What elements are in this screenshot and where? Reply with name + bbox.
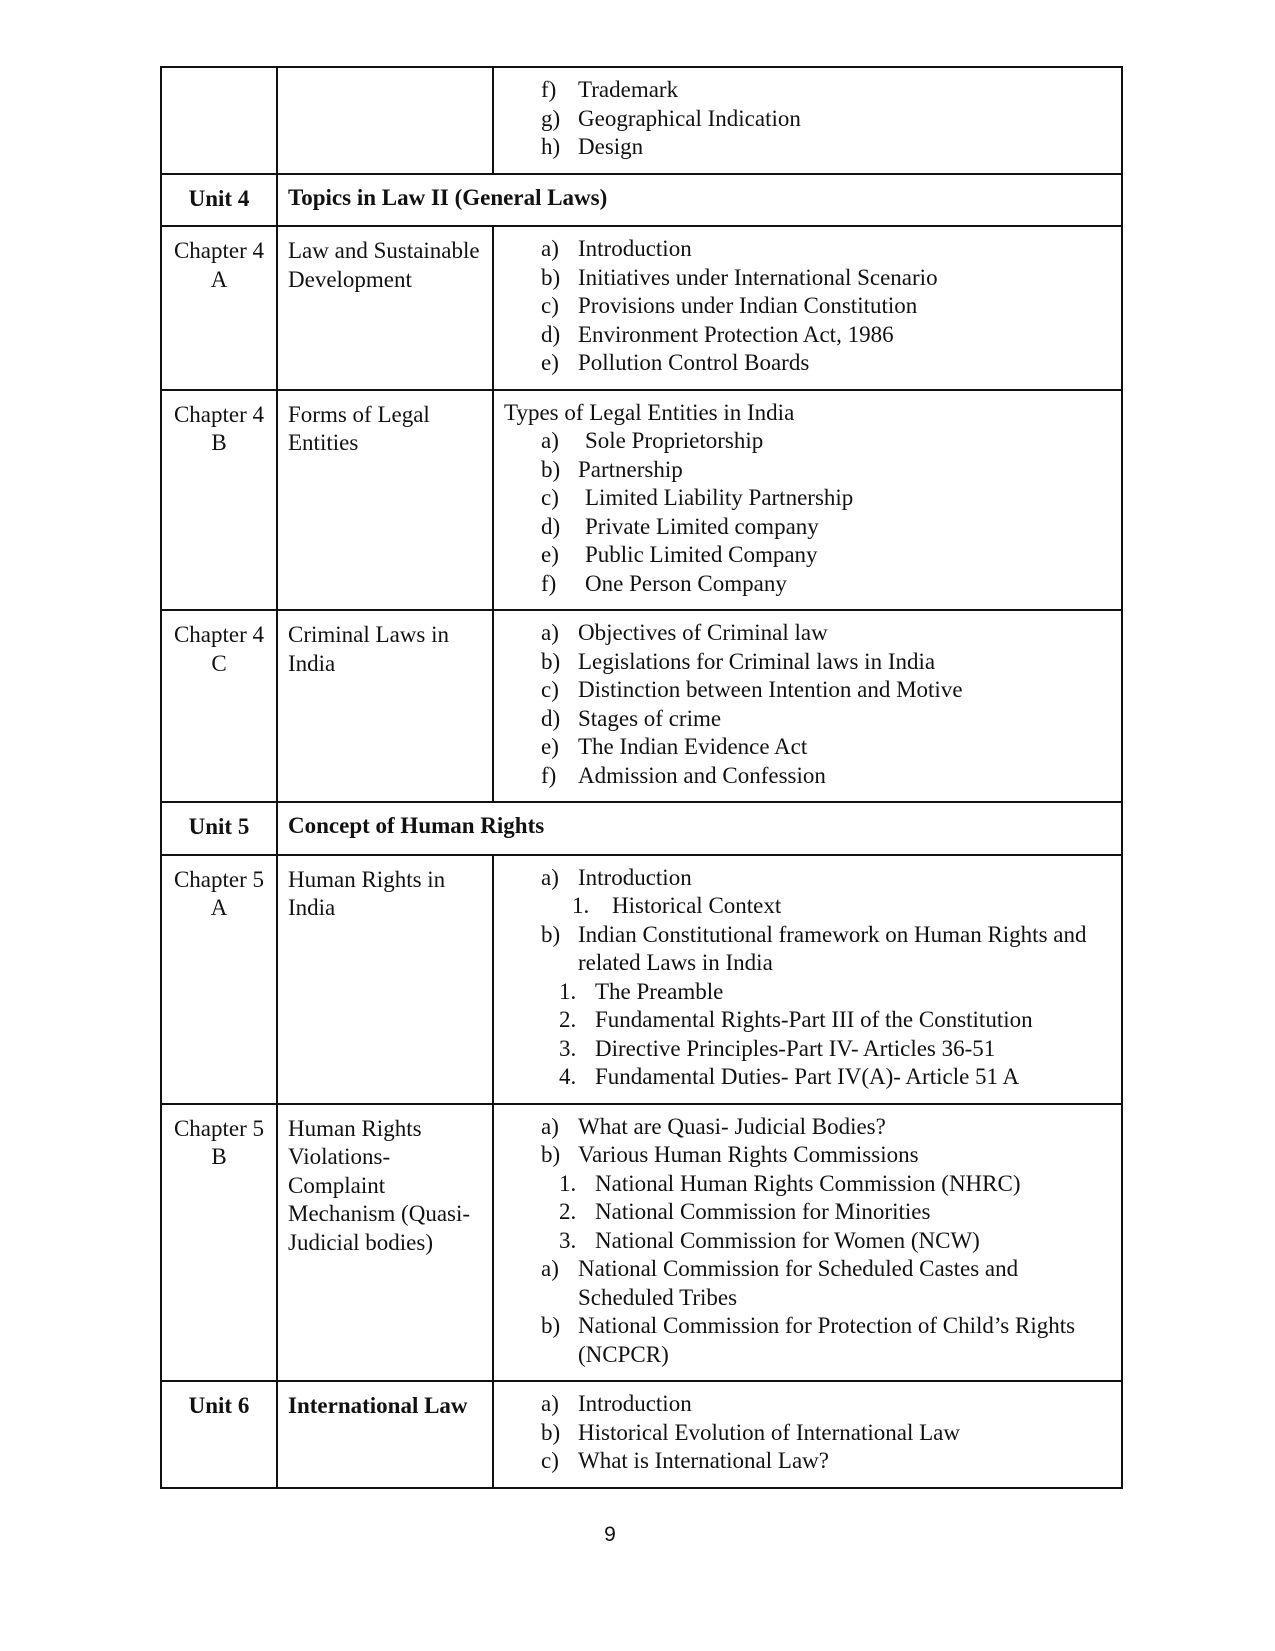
list-item: b) Partnership	[541, 456, 683, 482]
list-item: a) Introduction	[541, 864, 692, 890]
chapter-topic: Forms of Legal Entities	[277, 390, 493, 611]
list-item: d) Private Limited company	[541, 513, 819, 539]
unit-title: Concept of Human Rights	[277, 802, 1122, 855]
list-item: e) Pollution Control Boards	[541, 350, 810, 375]
list-item: b) Various Human Rights Commissions	[541, 1142, 919, 1167]
sub-list-item: 3. National Commission for Women (NCW)	[559, 1227, 980, 1253]
list-item: g) Geographical Indication	[541, 105, 801, 131]
table-row	[161, 855, 1122, 1104]
list-item: d) Stages of crime	[541, 705, 722, 731]
list-item: a) Introduction	[541, 236, 692, 261]
unit-title: Topics in Law II (General Laws)	[277, 174, 1122, 227]
sub-list-item: 2. National Commission for Minorities	[559, 1199, 931, 1224]
list-item: a) Introduction	[541, 1391, 692, 1416]
unit-row	[161, 174, 1122, 227]
list-item: b) Indian Constitutional framework on Human Rights and related Laws in India	[541, 921, 1087, 975]
syllabus-table	[160, 66, 1123, 1489]
sub-list-item: 1. National Human Rights Commission (NHRC)	[559, 1170, 1021, 1196]
list-item: a) Objectives of Criminal law	[541, 620, 828, 645]
list-item: b) Legislations for Criminal laws in India	[541, 648, 936, 674]
list-item: a) What are Quasi- Judicial Bodies?	[541, 1113, 886, 1139]
table-row	[161, 67, 1122, 174]
unit-row	[161, 1381, 1122, 1488]
chapter-label: Chapter 4 A	[161, 226, 277, 390]
list-item: c) Distinction between Intention and Motive	[541, 677, 963, 702]
table-row	[161, 610, 1122, 802]
unit-label: Unit 5	[161, 802, 277, 855]
list-item: c) Provisions under Indian Constitution	[541, 293, 918, 318]
list-item: e) The Indian Evidence Act	[541, 734, 808, 759]
list-item: b) National Commission for Protection of Child’s Rights (NCPCR)	[541, 1313, 1076, 1367]
list-item: e) Public Limited Company	[541, 542, 818, 567]
table-row	[161, 226, 1122, 390]
sub-list-item: 2. Fundamental Rights-Part III of the Constitution	[559, 1007, 1033, 1032]
chapter-label: Chapter 5 A	[161, 855, 277, 1104]
unit-title: International Law	[277, 1381, 493, 1488]
list-item: b) Initiatives under International Scenario	[541, 264, 938, 290]
page-number: 9	[604, 1523, 616, 1546]
chapter-topic: Law and Sustainable Development	[277, 226, 493, 390]
list-item: c) What is International Law?	[541, 1448, 829, 1473]
table-row	[161, 390, 1122, 611]
list-item: b) Historical Evolution of International Law	[541, 1419, 960, 1445]
chapter-label: Chapter 5 B	[161, 1104, 277, 1382]
chapter-topic: Human Rights Violations- Complaint Mechanism (Quasi-Judicial bodies)	[277, 1104, 493, 1382]
unit-label: Unit 4	[161, 174, 277, 227]
chapter-label: Chapter 4 C	[161, 610, 277, 802]
chapter-topic: Human Rights in India	[277, 855, 493, 1104]
list-item: f) Admission and Confession	[541, 762, 826, 788]
list-item: a) National Commission for Scheduled Castes and Scheduled Tribes	[541, 1256, 1019, 1310]
list-intro: Types of Legal Entities in India	[504, 399, 795, 425]
sub-list-item: 3. Directive Principles-Part IV- Articles 36-51	[559, 1035, 996, 1061]
sub-list-item: 1. Historical Context	[572, 893, 782, 918]
list-item: f) One Person Company	[541, 570, 787, 596]
unit-row	[161, 802, 1122, 855]
chapter-label: Chapter 4 B	[161, 390, 277, 611]
list-item: f) Trademark	[541, 77, 679, 102]
table-row	[161, 1104, 1122, 1382]
list-item: d) Environment Protection Act, 1986	[541, 321, 894, 347]
list-item: a) Sole Proprietorship	[541, 428, 764, 453]
unit-label: Unit 6	[161, 1381, 277, 1488]
sub-list-item: 1. The Preamble	[559, 978, 724, 1004]
chapter-topic: Criminal Laws in India	[277, 610, 493, 802]
list-item: h) Design	[541, 134, 644, 159]
list-item: c) Limited Liability Partnership	[541, 485, 854, 510]
sub-list-item: 4. Fundamental Duties- Part IV(A)- Article 51 A	[559, 1064, 1020, 1089]
